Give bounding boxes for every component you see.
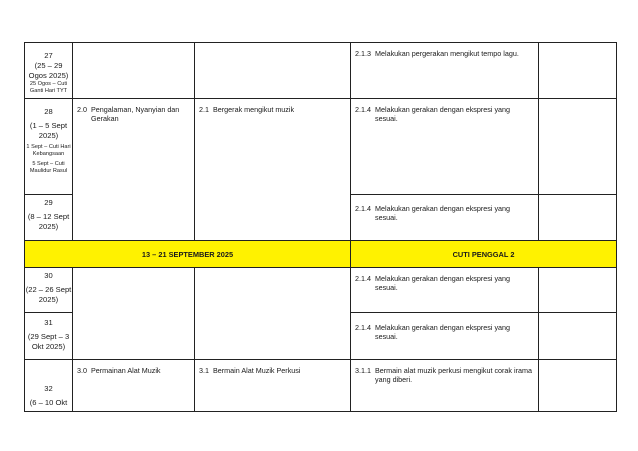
topic-cell	[73, 99, 195, 241]
learning-standard-code: 3.1.1	[355, 366, 371, 375]
learning-standard-text: Melakukan pergerakan mengikut tempo lagu.	[375, 49, 519, 58]
learning-standard-cell	[351, 313, 539, 360]
learning-standard-code: 2.1.4	[355, 105, 371, 114]
week-date-range: (25 – 29 Ogos 2025)	[28, 61, 69, 80]
week-note: 1 Sept – Cuti Hari Kebangsaan	[26, 144, 71, 157]
content-standard-cell-empty	[195, 268, 351, 360]
week-cell	[25, 195, 73, 241]
week-cell	[25, 99, 73, 195]
topic-cell	[73, 360, 195, 412]
topic-code: 3.0	[77, 366, 87, 375]
topic-title: Pengalaman, Nyanyian dan Gerakan	[91, 105, 180, 123]
week-cell	[25, 360, 73, 412]
notes-cell	[539, 313, 617, 360]
table-row-week-32	[25, 360, 617, 412]
topic-code: 2.0	[77, 105, 87, 114]
week-cell	[25, 43, 73, 99]
notes-cell	[539, 99, 617, 195]
learning-standard-cell	[351, 43, 539, 99]
week-date-range: (6 – 10 Okt	[29, 398, 68, 407]
learning-standard-cell	[351, 195, 539, 241]
week-date-range: (8 – 12 Sept 2025)	[27, 212, 70, 231]
week-note: 5 Sept – Cuti Maulidur Rasul	[29, 161, 68, 174]
week-cell	[25, 313, 73, 360]
learning-standard-text: Melakukan gerakan dengan ekspresi yang sesuai.	[375, 274, 511, 292]
week-number: 32	[44, 384, 53, 393]
learning-standard-text: Melakukan gerakan dengan ekspresi yang sesuai.	[375, 323, 511, 341]
week-number: 30	[44, 271, 53, 280]
week-date-range: (29 Sept – 3 Okt 2025)	[27, 332, 70, 351]
content-standard-title: Bergerak mengikut muzik	[213, 105, 295, 114]
holiday-row	[25, 241, 617, 268]
table-row-week-30	[25, 268, 617, 313]
learning-standard-text: Melakukan gerakan dengan ekspresi yang sesuai.	[375, 105, 511, 123]
content-standard-cell-empty	[195, 43, 351, 99]
week-number: 27	[44, 51, 53, 60]
learning-standard-cell	[351, 360, 539, 412]
content-standard-title: Bermain Alat Muzik Perkusi	[213, 366, 301, 375]
topic-cell-empty	[73, 268, 195, 360]
week-number: 29	[44, 198, 53, 207]
week-number: 28	[44, 107, 53, 116]
learning-standard-code: 2.1.4	[355, 323, 371, 332]
learning-standard-code: 2.1.3	[355, 49, 371, 58]
learning-standard-text: Bermain alat muzik perkusi mengikut corak irama yang diberi.	[375, 366, 532, 384]
table-row-week-27	[25, 43, 617, 99]
week-note: 25 Ogos – Cuti Ganti Hari TYT	[29, 81, 68, 94]
week-number: 31	[44, 318, 53, 327]
notes-cell	[539, 268, 617, 313]
table-row-week-28	[25, 99, 617, 195]
learning-standard-cell	[351, 99, 539, 195]
holiday-label: CUTI PENGGAL 2	[351, 241, 617, 268]
notes-cell	[539, 43, 617, 99]
learning-standard-code: 2.1.4	[355, 204, 371, 213]
content-standard-code: 2.1	[199, 105, 209, 114]
week-cell	[25, 268, 73, 313]
notes-cell	[539, 195, 617, 241]
week-date-range: (22 – 26 Sept 2025)	[25, 285, 72, 304]
topic-title: Permainan Alat Muzik	[91, 366, 161, 375]
week-date-range: (1 – 5 Sept 2025)	[29, 121, 68, 140]
notes-cell	[539, 360, 617, 412]
content-standard-cell	[195, 99, 351, 241]
learning-standard-cell	[351, 268, 539, 313]
lesson-plan-table	[24, 42, 617, 412]
holiday-dates: 13 – 21 SEPTEMBER 2025	[25, 241, 351, 268]
content-standard-cell	[195, 360, 351, 412]
learning-standard-code: 2.1.4	[355, 274, 371, 283]
content-standard-code: 3.1	[199, 366, 209, 375]
learning-standard-text: Melakukan gerakan dengan ekspresi yang sesuai.	[375, 204, 511, 222]
topic-cell-empty	[73, 43, 195, 99]
